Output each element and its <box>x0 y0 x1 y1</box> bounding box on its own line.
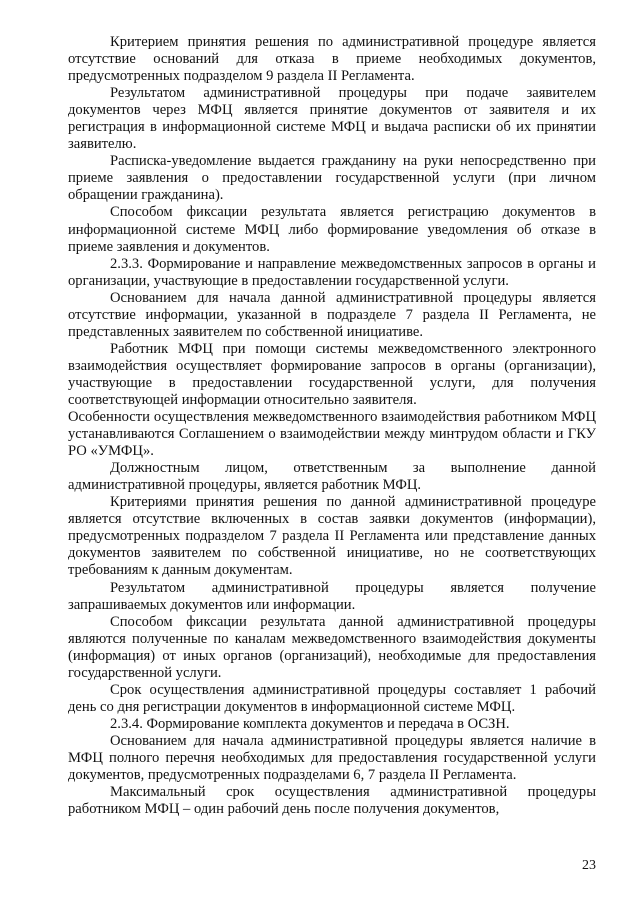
paragraph-7: Работник МФЦ при помощи системы межведомственного электронного взаимодействия осуществляет формирование запросов в органы (организации), участвующие в предоставлении государственной услуги, для получения соответствующей информации относительно заявителя. <box>68 340 596 408</box>
paragraph-9: Должностным лицом, ответственным за выполнение данной административной процедуры, является работник МФЦ. <box>68 460 596 494</box>
section-heading-2-3-4: 2.3.4. Формирование комплекта документов и передача в ОСЗН. <box>110 715 510 732</box>
paragraph-15: Основанием для начала административной процедуры является наличие в МФЦ полного перечня необходимых для предоставления государственной услуги документов, предусмотренных подразделами 6, 7 раздела II Регламента. <box>68 732 596 784</box>
page-number: 23 <box>582 858 596 873</box>
paragraph-4: Способом фиксации результата является регистрацию документов в информационной системе МФЦ либо формирование уведомления об отказе в приеме заявления и документов. <box>68 204 596 255</box>
paragraph-16: Максимальный срок осуществления административной процедуры работником МФЦ – один рабочий день после получения документов, <box>68 784 596 818</box>
paragraph-2: Результатом административной процедуры при подаче заявителем документов через МФЦ является принятие документов от заявителя и их регистрация в информационной системе МФЦ и выдача расписки об их принятии заявителю. <box>68 85 596 153</box>
paragraph-1: Критерием принятия решения по административной процедуре является отсутствие оснований для отказа в приеме необходимых документов, предусмотренных подразделом 9 раздела II Регламента. <box>68 34 596 85</box>
paragraph-6: Основанием для начала данной административной процедуры является отсутствие информации, указанной в подразделе 7 раздела II Регламента, не представленных заявителем по собственной инициативе. <box>68 289 596 340</box>
section-heading-2-3-3: 2.3.3. Формирование и направление межведомственных запросов в органы и организации, участвующие в предоставлении государственной услуги. <box>68 255 596 289</box>
paragraph-13: Срок осуществления административной процедуры составляет 1 рабочий день со дня регистрации документов в информационной системе МФЦ. <box>68 681 596 715</box>
paragraph-12: Способом фиксации результата данной административной процедуры являются полученные по каналам межведомственного взаимодействия документы (информация) от иных органов (организаций), необходимые для предоставления государственной услуги. <box>68 613 596 681</box>
paragraph-3: Расписка-уведомление выдается гражданину на руки непосредственно при приеме заявления о предоставлении государственной услуги (при личном обращении гражданина). <box>68 153 596 204</box>
document-body <box>68 34 596 818</box>
paragraph-10: Критериями принятия решения по данной административной процедуре является отсутствие включенных в состав заявки документов (информации), предусмотренных подразделом 7 раздела II Регламента или представление данных документов заявителем по собственной инициативе, но не соответствующих требованиям к данным документам. <box>68 494 596 579</box>
paragraph-11: Результатом административной процедуры является получение запрашиваемых документов или информации. <box>68 579 596 613</box>
paragraph-8: Особенности осуществления межведомственного взаимодействия работником МФЦ устанавливаются Соглашением о взаимодействии между минтрудом области и ГКУ РО «УМФЦ». <box>68 409 596 460</box>
